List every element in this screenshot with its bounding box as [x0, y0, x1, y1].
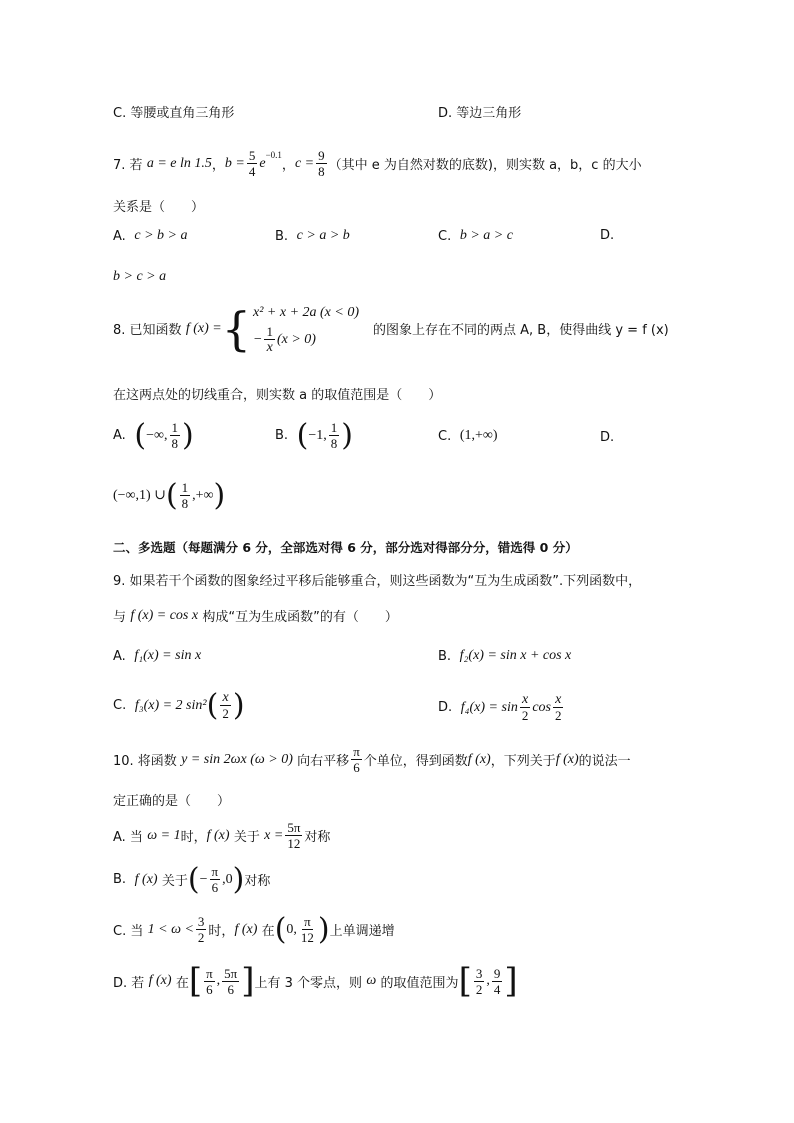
q7-option-b: B. c > a > b: [275, 228, 350, 244]
q7-b-exponent: −0.1: [265, 150, 282, 160]
q10-option-b: B. f (x) 关于 ( − $\frac{\pi}{6}$ ,0 ) 对称: [113, 861, 271, 897]
section-2-title: 二、多选题（每题满分 6 分，全部选对得 6 分，部分选对得部分分，错选得 0 分）: [113, 540, 578, 555]
q6-option-d: D. 等边三角形: [438, 106, 522, 121]
q8-text1: 的图象上存在不同的两点 A, B，使得曲线 y = f (x): [373, 323, 669, 338]
q7-b-fraction: $\frac{5}{4}$: [248, 148, 256, 179]
q8-option-a: A. ( −∞, $\frac{1}{8}$ ): [113, 417, 194, 453]
q7-number: 7. 若: [113, 158, 143, 173]
q10-option-a: A. 当 ω = 1 时， f (x) 关于 x = $\frac{5\pi}{12}$ 对称: [113, 820, 331, 851]
q7-a-expr: a = e ln 1.5: [146, 155, 212, 171]
q8-cases: x² + x + 2a (x < 0) − $\frac{1}{x}$ (x > 0): [253, 305, 360, 355]
q9-option-a: A. f₁(x) = sin x: [113, 648, 202, 664]
q10-line2: 定正确的是（ ）: [113, 794, 231, 809]
q6-option-c: C. 等腰或直角三角形: [113, 106, 235, 121]
q8-line2: 在这两点处的切线重合，则实数 a 的取值范围是（ ）: [113, 388, 442, 403]
q7-b-prefix: b =: [224, 155, 245, 171]
q9-option-b: B. f₂(x) = sin x + cos x: [438, 648, 572, 664]
q7-note: （其中 e 为自然对数的底数)，则实数 a，b，c 的大小: [328, 158, 642, 173]
q7-b-e: e: [259, 155, 266, 171]
q10-option-d: D. 若 f (x) 在 [ $\frac{\pi}{6}$ , $\frac{5\pi}{6}$ ] 上有 3 个零点，则 ω 的取值范围为 [ $\frac{3}{2}$ , $\frac{9}{4}$ ]: [113, 961, 518, 1001]
q9-line1: 9. 如果若干个函数的图象经过平移后能够重合，则这些函数为“互为生成函数”.下列函数中，: [113, 574, 642, 589]
q7-c-fraction: $\frac{9}{8}$: [318, 148, 325, 179]
q7-c-prefix: c =: [294, 155, 315, 171]
q8-stem: 8. 已知函数 f (x) = { x² + x + 2a (x < 0) − $\frac{1}{x}$ (x > 0) 的图象上存在不同的两点 A, B，使得曲线 y = f (x): [113, 301, 669, 356]
q7-option-d-label: D.: [600, 228, 615, 243]
q9-option-d: D. f₄(x) = sin $\frac{x}{2}$ cos $\frac{x}{2}$: [438, 692, 562, 723]
q7-stem: 7. 若 a = e ln 1.5 ， b = $\frac{5}{4}$ e $^{-0.1}$ ， c = $\frac{9}{8}$ （其中 e 为自然对数的底数)，则实数 a，b，c 的大小: [113, 148, 642, 179]
q8-option-d-label: D.: [600, 430, 615, 445]
q7-option-c: C. b > a > c: [438, 228, 513, 244]
q8-option-d: (−∞,1) ∪ ( $\frac{1}{8}$ ,+∞ ): [113, 477, 226, 513]
q7-line2: 关系是（ ）: [113, 200, 205, 215]
q7-option-d: b > c > a: [113, 269, 167, 284]
q7-option-a: A. c > b > a: [113, 228, 188, 244]
q9-line2: 与 f (x) = cos x 构成“互为生成函数”的有（ ）: [113, 607, 398, 625]
q8-option-c: C. (1,+∞): [438, 428, 498, 444]
q8-option-b: B. ( −1, $\frac{1}{8}$ ): [275, 417, 353, 453]
q10-stem: 10. 将函数 y = sin 2ωx (ω > 0) 向右平移 $\frac{\pi}{6}$ 个单位，得到函数 f (x) ，下列关于 f (x) 的说法一: [113, 744, 631, 775]
q8-brace: {: [221, 301, 251, 356]
q9-option-c: C. f₃(x) = 2 sin² ( $\frac{x}{2}$ ): [113, 687, 245, 723]
q8-f: f (x) =: [185, 320, 222, 336]
q10-option-c: C. 当 1 < ω < $\frac{3}{2}$ 时， f (x) 在 ( 0, $\frac{\pi}{12}$ ) 上单调递增: [113, 911, 395, 947]
